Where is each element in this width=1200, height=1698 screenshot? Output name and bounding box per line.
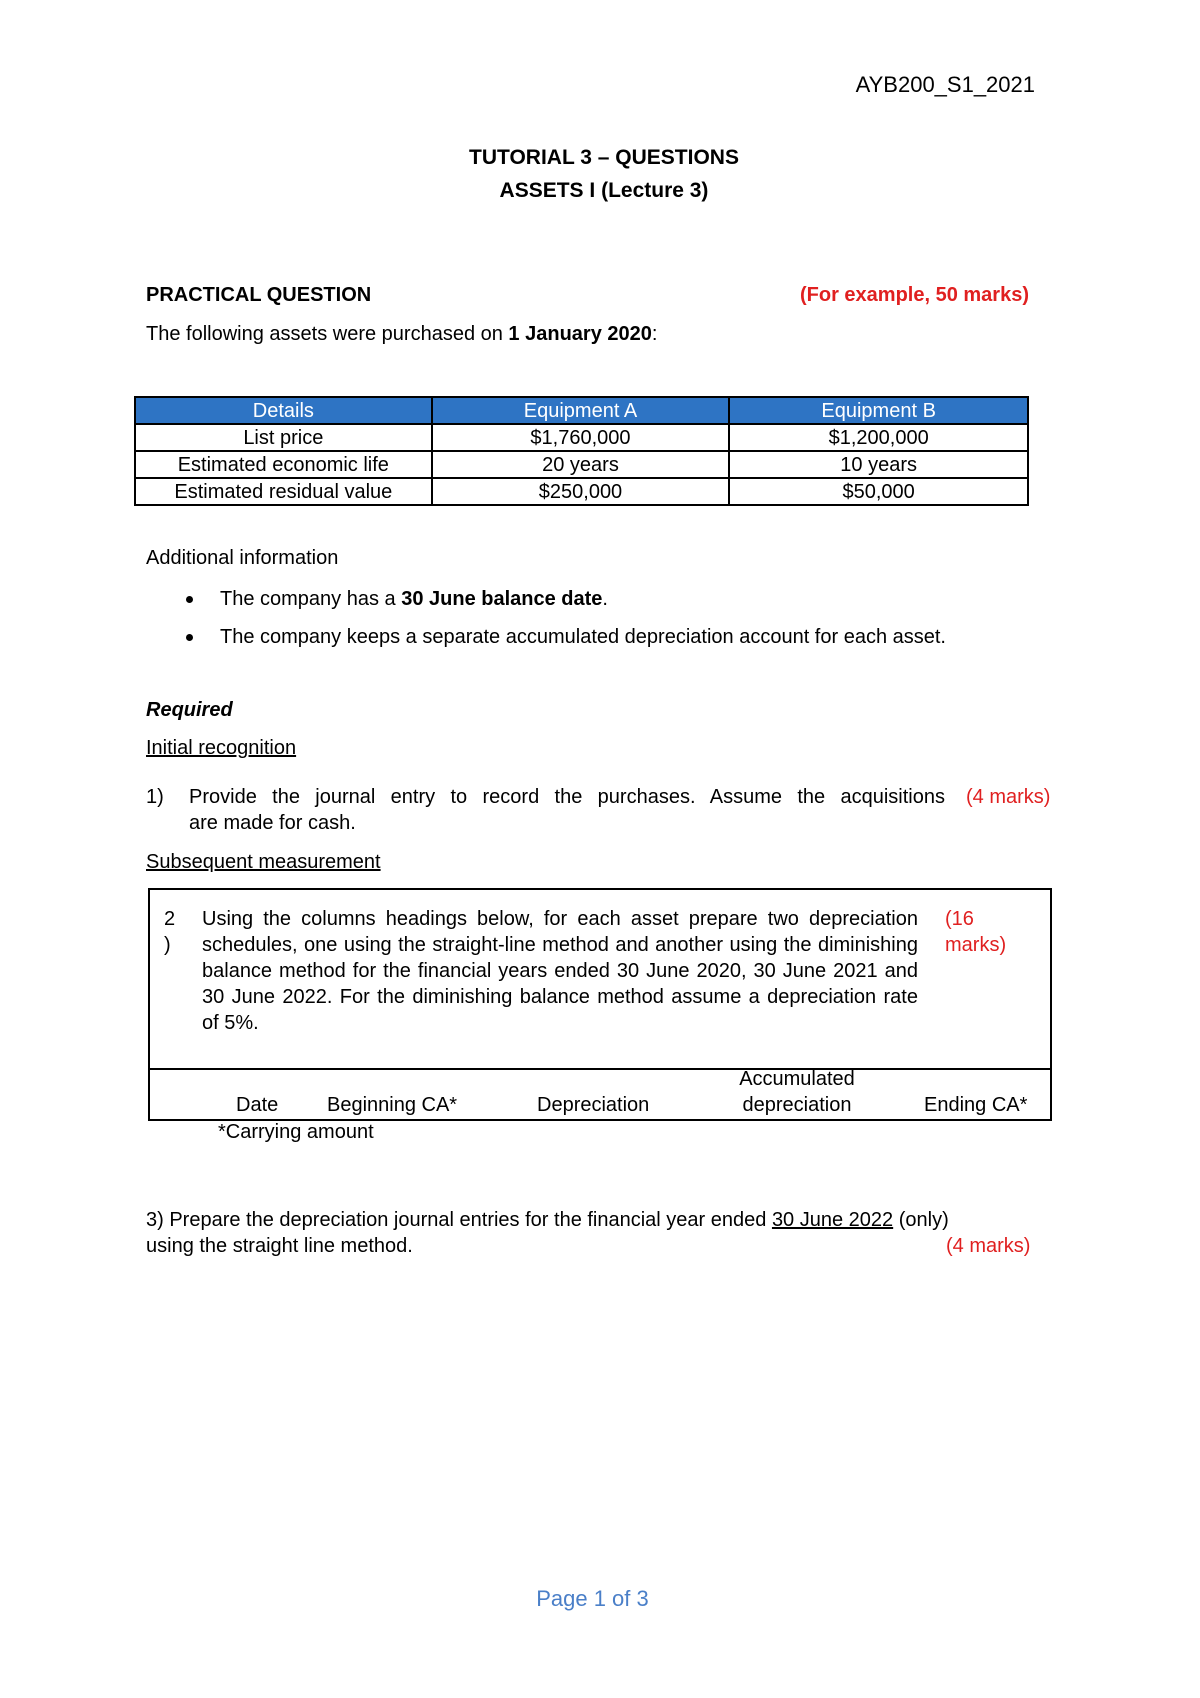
table-cell: List price	[135, 424, 432, 451]
table-cell: $1,200,000	[729, 424, 1028, 451]
q1-line1: Provide the journal entry to record the purchases. Assume the acquisitions	[189, 786, 945, 808]
q3-prefix: 3) Prepare the depreciation journal entries for the financial year ended	[146, 1209, 772, 1231]
required-heading: Required	[146, 699, 233, 721]
additional-info-list	[178, 586, 946, 662]
list-item	[178, 586, 946, 612]
col-ending-ca: Ending CA*	[924, 1094, 1028, 1116]
col-depreciation: Depreciation	[537, 1094, 650, 1116]
col-header-details: Details	[135, 397, 432, 424]
col-accumulated-line2: depreciation	[742, 1094, 852, 1116]
intro-suffix: :	[651, 323, 658, 345]
q3-line1	[146, 1207, 949, 1233]
carrying-amount-footnote: *Carrying amount	[218, 1121, 374, 1143]
box-divider	[150, 1068, 1050, 1070]
practical-question-marks: (For example, 50 marks)	[800, 284, 1029, 306]
practical-question-heading: PRACTICAL QUESTION	[146, 284, 372, 306]
course-code: AYB200_S1_2021	[855, 72, 1035, 97]
table-cell: 10 years	[729, 451, 1028, 478]
table-cell: $1,760,000	[432, 424, 730, 451]
col-header-equipment-b: Equipment B	[729, 397, 1028, 424]
page-title: TUTORIAL 3 – QUESTIONS	[469, 146, 739, 169]
table-row	[135, 451, 1028, 478]
table-row	[135, 424, 1028, 451]
table-cell: Estimated economic life	[135, 451, 432, 478]
bullet1-bold: 30 June balance date	[401, 588, 603, 610]
q3-line2: using the straight line method.	[146, 1235, 413, 1257]
q3-marks: (4 marks)	[946, 1235, 1031, 1257]
col-date: Date	[236, 1094, 279, 1116]
table-header-row	[135, 397, 1028, 424]
col-header-equipment-a: Equipment A	[432, 397, 730, 424]
q1-number: 1)	[146, 786, 164, 808]
subsequent-measurement-heading: Subsequent measurement	[146, 851, 381, 873]
table-cell: Estimated residual value	[135, 478, 432, 505]
q2-text: Using the columns headings below, for each asset prepare two depreciation schedules, one using the straight-line method and another using the diminishing balance method for the financial years ended 30 June 2020, 30 June 2021 and 30 June 2022. For the diminishing balance method assume a depreciation rate of 5%.	[202, 908, 918, 1034]
q3-date: 30 June 2022	[771, 1209, 894, 1231]
page-subtitle: ASSETS I (Lecture 3)	[499, 179, 709, 202]
col-accumulated-line1: Accumulated	[739, 1068, 855, 1090]
intro-prefix: The following assets were purchased on	[146, 323, 509, 345]
bullet1-suffix: .	[602, 588, 608, 610]
q2-number: 2 )	[164, 908, 176, 956]
question-2-box	[148, 888, 1052, 1121]
q2-marks: (16 marks)	[945, 908, 1007, 956]
q1-marks: (4 marks)	[966, 786, 1051, 808]
initial-recognition-heading: Initial recognition	[146, 737, 297, 759]
table-cell: $250,000	[432, 478, 730, 505]
bullet1-prefix: The company has a	[220, 588, 402, 610]
intro-date: 1 January 2020	[508, 323, 652, 345]
col-beginning-ca: Beginning CA*	[327, 1094, 458, 1116]
additional-info-heading: Additional information	[146, 547, 339, 569]
intro-text	[146, 321, 657, 347]
table-cell: 20 years	[432, 451, 730, 478]
q1-line2: are made for cash.	[189, 812, 356, 834]
q3-suffix: (only)	[893, 1209, 949, 1231]
page-number: Page 1 of 3	[536, 1586, 649, 1611]
table-row	[135, 478, 1028, 505]
table-cell: $50,000	[729, 478, 1028, 505]
list-item: The company keeps a separate accumulated depreciation account for each asset.	[178, 624, 946, 650]
assets-table	[134, 396, 1029, 506]
